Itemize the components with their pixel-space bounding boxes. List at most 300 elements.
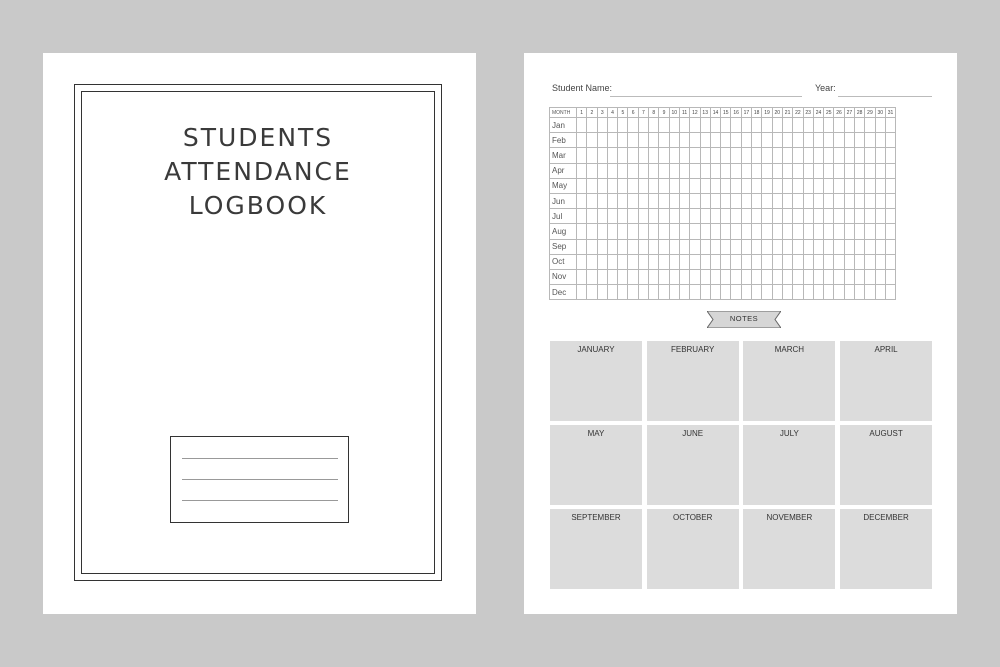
attendance-cell[interactable]	[669, 193, 679, 208]
attendance-cell[interactable]	[690, 239, 700, 254]
attendance-cell[interactable]	[824, 224, 834, 239]
attendance-cell[interactable]	[721, 163, 731, 178]
attendance-cell[interactable]	[772, 224, 782, 239]
attendance-cell[interactable]	[772, 209, 782, 224]
attendance-cell[interactable]	[618, 285, 628, 300]
attendance-cell[interactable]	[638, 133, 648, 148]
attendance-cell[interactable]	[793, 239, 803, 254]
month-notes-box[interactable]	[550, 425, 642, 505]
attendance-cell[interactable]	[813, 285, 823, 300]
attendance-cell[interactable]	[824, 163, 834, 178]
attendance-cell[interactable]	[607, 148, 617, 163]
attendance-cell[interactable]	[741, 178, 751, 193]
attendance-cell[interactable]	[844, 178, 854, 193]
attendance-cell[interactable]	[607, 178, 617, 193]
attendance-cell[interactable]	[721, 209, 731, 224]
attendance-cell[interactable]	[875, 193, 885, 208]
attendance-cell[interactable]	[731, 163, 741, 178]
attendance-cell[interactable]	[649, 254, 659, 269]
attendance-cell[interactable]	[741, 285, 751, 300]
attendance-cell[interactable]	[649, 239, 659, 254]
attendance-cell[interactable]	[618, 193, 628, 208]
attendance-cell[interactable]	[607, 209, 617, 224]
attendance-cell[interactable]	[741, 239, 751, 254]
attendance-cell[interactable]	[772, 163, 782, 178]
attendance-cell[interactable]	[659, 148, 669, 163]
attendance-cell[interactable]	[690, 224, 700, 239]
attendance-cell[interactable]	[669, 148, 679, 163]
attendance-cell[interactable]	[782, 254, 792, 269]
attendance-cell[interactable]	[834, 118, 844, 133]
attendance-cell[interactable]	[669, 163, 679, 178]
attendance-cell[interactable]	[855, 254, 865, 269]
attendance-cell[interactable]	[669, 254, 679, 269]
attendance-cell[interactable]	[844, 239, 854, 254]
attendance-cell[interactable]	[885, 178, 895, 193]
attendance-cell[interactable]	[597, 285, 607, 300]
year-field[interactable]	[838, 96, 932, 97]
attendance-cell[interactable]	[875, 118, 885, 133]
attendance-cell[interactable]	[752, 209, 762, 224]
attendance-cell[interactable]	[649, 133, 659, 148]
attendance-cell[interactable]	[577, 163, 587, 178]
attendance-cell[interactable]	[587, 133, 597, 148]
attendance-cell[interactable]	[618, 163, 628, 178]
attendance-cell[interactable]	[587, 209, 597, 224]
attendance-cell[interactable]	[690, 178, 700, 193]
attendance-cell[interactable]	[762, 178, 772, 193]
attendance-cell[interactable]	[638, 193, 648, 208]
attendance-cell[interactable]	[700, 269, 710, 284]
attendance-cell[interactable]	[803, 193, 813, 208]
attendance-cell[interactable]	[587, 285, 597, 300]
attendance-cell[interactable]	[793, 133, 803, 148]
attendance-cell[interactable]	[731, 224, 741, 239]
attendance-cell[interactable]	[669, 239, 679, 254]
attendance-cell[interactable]	[577, 193, 587, 208]
attendance-cell[interactable]	[865, 269, 875, 284]
attendance-cell[interactable]	[875, 254, 885, 269]
attendance-cell[interactable]	[638, 178, 648, 193]
attendance-cell[interactable]	[577, 133, 587, 148]
attendance-cell[interactable]	[844, 193, 854, 208]
attendance-cell[interactable]	[638, 285, 648, 300]
attendance-cell[interactable]	[782, 118, 792, 133]
attendance-cell[interactable]	[607, 193, 617, 208]
attendance-cell[interactable]	[577, 148, 587, 163]
attendance-cell[interactable]	[587, 118, 597, 133]
attendance-cell[interactable]	[875, 178, 885, 193]
attendance-cell[interactable]	[618, 178, 628, 193]
attendance-cell[interactable]	[762, 193, 772, 208]
attendance-cell[interactable]	[659, 118, 669, 133]
attendance-cell[interactable]	[813, 254, 823, 269]
attendance-cell[interactable]	[731, 285, 741, 300]
attendance-cell[interactable]	[793, 118, 803, 133]
attendance-cell[interactable]	[628, 163, 638, 178]
attendance-cell[interactable]	[803, 178, 813, 193]
attendance-cell[interactable]	[885, 269, 895, 284]
month-notes-box[interactable]	[550, 341, 642, 421]
attendance-cell[interactable]	[659, 178, 669, 193]
attendance-cell[interactable]	[700, 193, 710, 208]
attendance-cell[interactable]	[690, 118, 700, 133]
attendance-cell[interactable]	[721, 224, 731, 239]
attendance-cell[interactable]	[587, 239, 597, 254]
attendance-cell[interactable]	[679, 285, 689, 300]
attendance-cell[interactable]	[741, 148, 751, 163]
attendance-cell[interactable]	[659, 239, 669, 254]
attendance-cell[interactable]	[710, 224, 720, 239]
attendance-cell[interactable]	[855, 269, 865, 284]
month-notes-box[interactable]	[840, 425, 932, 505]
attendance-cell[interactable]	[885, 239, 895, 254]
attendance-cell[interactable]	[638, 254, 648, 269]
attendance-cell[interactable]	[824, 239, 834, 254]
attendance-cell[interactable]	[865, 209, 875, 224]
attendance-cell[interactable]	[597, 193, 607, 208]
attendance-cell[interactable]	[782, 193, 792, 208]
attendance-cell[interactable]	[865, 148, 875, 163]
attendance-cell[interactable]	[855, 133, 865, 148]
attendance-cell[interactable]	[710, 285, 720, 300]
attendance-cell[interactable]	[690, 133, 700, 148]
attendance-cell[interactable]	[659, 193, 669, 208]
attendance-cell[interactable]	[865, 254, 875, 269]
attendance-cell[interactable]	[690, 148, 700, 163]
attendance-cell[interactable]	[659, 254, 669, 269]
attendance-cell[interactable]	[865, 163, 875, 178]
attendance-cell[interactable]	[844, 163, 854, 178]
attendance-cell[interactable]	[587, 254, 597, 269]
attendance-cell[interactable]	[659, 224, 669, 239]
attendance-cell[interactable]	[710, 193, 720, 208]
attendance-cell[interactable]	[741, 254, 751, 269]
attendance-cell[interactable]	[710, 209, 720, 224]
attendance-cell[interactable]	[628, 148, 638, 163]
attendance-cell[interactable]	[731, 118, 741, 133]
attendance-cell[interactable]	[752, 224, 762, 239]
attendance-cell[interactable]	[803, 239, 813, 254]
attendance-cell[interactable]	[731, 269, 741, 284]
attendance-cell[interactable]	[679, 148, 689, 163]
attendance-cell[interactable]	[813, 193, 823, 208]
attendance-cell[interactable]	[741, 224, 751, 239]
attendance-cell[interactable]	[669, 209, 679, 224]
attendance-cell[interactable]	[731, 133, 741, 148]
attendance-cell[interactable]	[679, 163, 689, 178]
month-notes-box[interactable]	[743, 341, 835, 421]
attendance-cell[interactable]	[618, 148, 628, 163]
attendance-cell[interactable]	[824, 178, 834, 193]
attendance-cell[interactable]	[679, 209, 689, 224]
attendance-cell[interactable]	[597, 254, 607, 269]
attendance-cell[interactable]	[700, 133, 710, 148]
attendance-cell[interactable]	[772, 118, 782, 133]
attendance-cell[interactable]	[844, 254, 854, 269]
attendance-cell[interactable]	[731, 209, 741, 224]
attendance-cell[interactable]	[638, 224, 648, 239]
attendance-cell[interactable]	[772, 148, 782, 163]
attendance-cell[interactable]	[844, 224, 854, 239]
attendance-cell[interactable]	[834, 224, 844, 239]
attendance-cell[interactable]	[762, 254, 772, 269]
attendance-cell[interactable]	[803, 254, 813, 269]
attendance-cell[interactable]	[855, 178, 865, 193]
attendance-cell[interactable]	[813, 224, 823, 239]
attendance-cell[interactable]	[865, 239, 875, 254]
attendance-cell[interactable]	[885, 133, 895, 148]
attendance-cell[interactable]	[628, 239, 638, 254]
attendance-cell[interactable]	[803, 209, 813, 224]
attendance-cell[interactable]	[752, 254, 762, 269]
attendance-cell[interactable]	[587, 178, 597, 193]
attendance-cell[interactable]	[710, 178, 720, 193]
attendance-cell[interactable]	[855, 209, 865, 224]
attendance-cell[interactable]	[762, 163, 772, 178]
attendance-cell[interactable]	[628, 224, 638, 239]
attendance-cell[interactable]	[875, 239, 885, 254]
attendance-cell[interactable]	[679, 224, 689, 239]
attendance-cell[interactable]	[597, 239, 607, 254]
attendance-cell[interactable]	[679, 269, 689, 284]
attendance-cell[interactable]	[669, 178, 679, 193]
attendance-cell[interactable]	[659, 133, 669, 148]
attendance-cell[interactable]	[721, 178, 731, 193]
attendance-cell[interactable]	[844, 133, 854, 148]
attendance-cell[interactable]	[813, 148, 823, 163]
attendance-cell[interactable]	[762, 118, 772, 133]
attendance-cell[interactable]	[844, 148, 854, 163]
attendance-cell[interactable]	[628, 178, 638, 193]
attendance-cell[interactable]	[669, 224, 679, 239]
attendance-cell[interactable]	[834, 178, 844, 193]
attendance-cell[interactable]	[813, 118, 823, 133]
attendance-cell[interactable]	[679, 254, 689, 269]
attendance-cell[interactable]	[762, 148, 772, 163]
attendance-cell[interactable]	[741, 209, 751, 224]
attendance-cell[interactable]	[597, 133, 607, 148]
attendance-cell[interactable]	[793, 163, 803, 178]
attendance-cell[interactable]	[772, 269, 782, 284]
attendance-cell[interactable]	[679, 133, 689, 148]
attendance-cell[interactable]	[875, 133, 885, 148]
attendance-cell[interactable]	[628, 193, 638, 208]
attendance-cell[interactable]	[587, 224, 597, 239]
attendance-cell[interactable]	[597, 224, 607, 239]
attendance-cell[interactable]	[577, 254, 587, 269]
attendance-cell[interactable]	[649, 193, 659, 208]
month-notes-box[interactable]	[743, 509, 835, 589]
attendance-cell[interactable]	[824, 193, 834, 208]
attendance-cell[interactable]	[813, 163, 823, 178]
attendance-cell[interactable]	[752, 133, 762, 148]
attendance-cell[interactable]	[803, 148, 813, 163]
attendance-cell[interactable]	[607, 133, 617, 148]
attendance-cell[interactable]	[752, 239, 762, 254]
attendance-cell[interactable]	[649, 209, 659, 224]
attendance-cell[interactable]	[824, 254, 834, 269]
attendance-cell[interactable]	[752, 148, 762, 163]
attendance-cell[interactable]	[597, 163, 607, 178]
attendance-cell[interactable]	[721, 285, 731, 300]
attendance-cell[interactable]	[669, 133, 679, 148]
attendance-cell[interactable]	[721, 133, 731, 148]
month-notes-box[interactable]	[743, 425, 835, 505]
attendance-cell[interactable]	[741, 118, 751, 133]
attendance-cell[interactable]	[752, 193, 762, 208]
attendance-cell[interactable]	[710, 163, 720, 178]
attendance-cell[interactable]	[803, 163, 813, 178]
attendance-cell[interactable]	[700, 285, 710, 300]
attendance-cell[interactable]	[659, 163, 669, 178]
attendance-cell[interactable]	[700, 118, 710, 133]
attendance-cell[interactable]	[834, 285, 844, 300]
attendance-cell[interactable]	[793, 178, 803, 193]
attendance-cell[interactable]	[813, 133, 823, 148]
attendance-cell[interactable]	[865, 118, 875, 133]
attendance-cell[interactable]	[885, 193, 895, 208]
attendance-cell[interactable]	[679, 239, 689, 254]
attendance-cell[interactable]	[824, 209, 834, 224]
attendance-cell[interactable]	[628, 285, 638, 300]
attendance-cell[interactable]	[628, 118, 638, 133]
attendance-cell[interactable]	[731, 239, 741, 254]
attendance-cell[interactable]	[772, 193, 782, 208]
attendance-cell[interactable]	[638, 148, 648, 163]
attendance-cell[interactable]	[834, 254, 844, 269]
attendance-cell[interactable]	[577, 178, 587, 193]
attendance-cell[interactable]	[772, 254, 782, 269]
attendance-cell[interactable]	[710, 254, 720, 269]
attendance-cell[interactable]	[844, 118, 854, 133]
month-notes-box[interactable]	[550, 509, 642, 589]
attendance-cell[interactable]	[782, 239, 792, 254]
attendance-cell[interactable]	[752, 285, 762, 300]
attendance-cell[interactable]	[577, 285, 587, 300]
attendance-cell[interactable]	[793, 193, 803, 208]
attendance-cell[interactable]	[628, 209, 638, 224]
attendance-cell[interactable]	[721, 148, 731, 163]
attendance-cell[interactable]	[772, 285, 782, 300]
attendance-cell[interactable]	[824, 269, 834, 284]
attendance-cell[interactable]	[875, 224, 885, 239]
attendance-cell[interactable]	[710, 148, 720, 163]
attendance-cell[interactable]	[834, 193, 844, 208]
attendance-cell[interactable]	[855, 285, 865, 300]
attendance-cell[interactable]	[865, 285, 875, 300]
attendance-cell[interactable]	[710, 118, 720, 133]
attendance-cell[interactable]	[731, 178, 741, 193]
attendance-cell[interactable]	[721, 254, 731, 269]
attendance-cell[interactable]	[618, 118, 628, 133]
attendance-cell[interactable]	[782, 178, 792, 193]
attendance-cell[interactable]	[875, 163, 885, 178]
attendance-cell[interactable]	[741, 193, 751, 208]
attendance-cell[interactable]	[649, 178, 659, 193]
attendance-cell[interactable]	[628, 269, 638, 284]
attendance-cell[interactable]	[855, 148, 865, 163]
attendance-cell[interactable]	[782, 269, 792, 284]
attendance-cell[interactable]	[793, 254, 803, 269]
attendance-cell[interactable]	[782, 285, 792, 300]
attendance-cell[interactable]	[865, 133, 875, 148]
attendance-cell[interactable]	[752, 118, 762, 133]
attendance-cell[interactable]	[710, 239, 720, 254]
attendance-cell[interactable]	[587, 163, 597, 178]
attendance-cell[interactable]	[649, 148, 659, 163]
attendance-cell[interactable]	[628, 254, 638, 269]
attendance-cell[interactable]	[855, 239, 865, 254]
attendance-cell[interactable]	[700, 239, 710, 254]
attendance-cell[interactable]	[638, 269, 648, 284]
month-notes-box[interactable]	[647, 341, 739, 421]
attendance-cell[interactable]	[772, 178, 782, 193]
attendance-cell[interactable]	[700, 148, 710, 163]
attendance-cell[interactable]	[721, 239, 731, 254]
attendance-cell[interactable]	[597, 118, 607, 133]
attendance-cell[interactable]	[772, 239, 782, 254]
attendance-cell[interactable]	[762, 133, 772, 148]
attendance-cell[interactable]	[669, 118, 679, 133]
attendance-cell[interactable]	[752, 163, 762, 178]
attendance-cell[interactable]	[793, 148, 803, 163]
attendance-cell[interactable]	[793, 285, 803, 300]
attendance-cell[interactable]	[834, 133, 844, 148]
attendance-cell[interactable]	[721, 269, 731, 284]
attendance-cell[interactable]	[762, 224, 772, 239]
attendance-cell[interactable]	[834, 163, 844, 178]
attendance-cell[interactable]	[679, 118, 689, 133]
attendance-cell[interactable]	[824, 118, 834, 133]
attendance-cell[interactable]	[587, 269, 597, 284]
attendance-cell[interactable]	[762, 269, 772, 284]
attendance-cell[interactable]	[803, 118, 813, 133]
attendance-cell[interactable]	[834, 148, 844, 163]
attendance-cell[interactable]	[782, 209, 792, 224]
attendance-cell[interactable]	[741, 133, 751, 148]
attendance-cell[interactable]	[607, 285, 617, 300]
attendance-cell[interactable]	[803, 133, 813, 148]
attendance-cell[interactable]	[700, 209, 710, 224]
attendance-cell[interactable]	[597, 269, 607, 284]
attendance-cell[interactable]	[813, 178, 823, 193]
attendance-cell[interactable]	[782, 163, 792, 178]
attendance-cell[interactable]	[587, 193, 597, 208]
student-name-field[interactable]	[610, 96, 802, 97]
attendance-cell[interactable]	[782, 133, 792, 148]
attendance-cell[interactable]	[885, 163, 895, 178]
attendance-cell[interactable]	[803, 224, 813, 239]
attendance-cell[interactable]	[875, 285, 885, 300]
attendance-cell[interactable]	[607, 254, 617, 269]
attendance-cell[interactable]	[710, 269, 720, 284]
attendance-cell[interactable]	[885, 148, 895, 163]
attendance-cell[interactable]	[855, 163, 865, 178]
attendance-cell[interactable]	[813, 269, 823, 284]
attendance-cell[interactable]	[618, 269, 628, 284]
attendance-cell[interactable]	[834, 209, 844, 224]
attendance-cell[interactable]	[803, 269, 813, 284]
attendance-cell[interactable]	[618, 224, 628, 239]
attendance-cell[interactable]	[638, 239, 648, 254]
attendance-cell[interactable]	[855, 224, 865, 239]
attendance-cell[interactable]	[607, 239, 617, 254]
month-notes-box[interactable]	[840, 509, 932, 589]
attendance-cell[interactable]	[618, 239, 628, 254]
attendance-cell[interactable]	[885, 118, 895, 133]
attendance-cell[interactable]	[638, 118, 648, 133]
